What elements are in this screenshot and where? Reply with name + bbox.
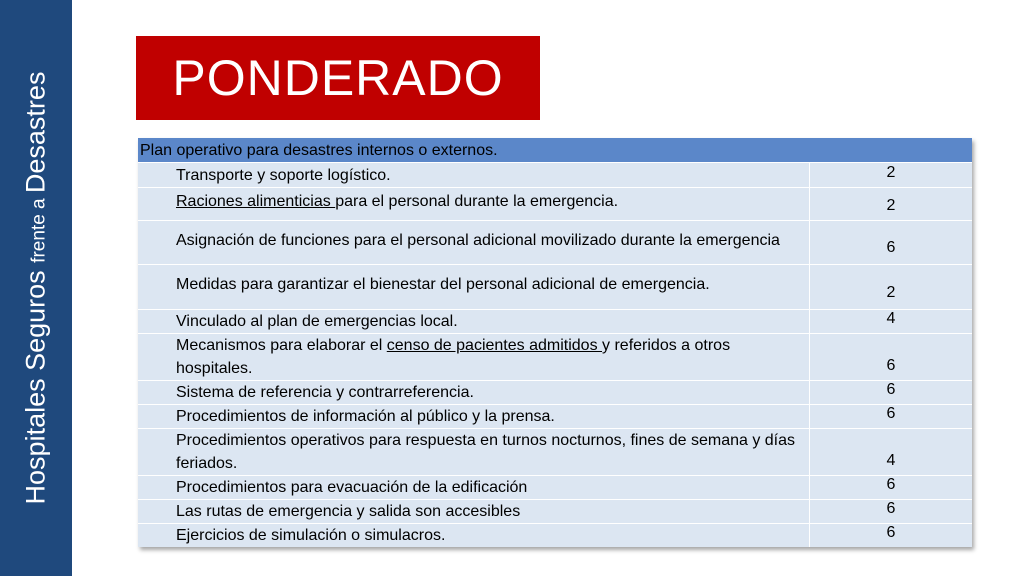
table-row xyxy=(138,404,972,428)
row-value-text: 6 xyxy=(886,476,896,493)
row-value xyxy=(810,188,972,220)
row-text: Medidas para garantizar el bienestar del personal adicional de emergencia. xyxy=(138,265,810,309)
row-value-text: 6 xyxy=(886,239,896,256)
row-value xyxy=(810,163,972,187)
table-row xyxy=(138,475,972,499)
sidebar xyxy=(0,0,72,576)
table-row xyxy=(138,523,972,547)
row-value-text: 6 xyxy=(886,500,896,517)
page-title: PONDERADO xyxy=(172,50,504,106)
row-text xyxy=(138,188,810,220)
table-row xyxy=(138,162,972,187)
row-value-text: 6 xyxy=(886,405,896,422)
row-text-rest: para el personal durante la emergencia. xyxy=(335,193,619,210)
table-row xyxy=(138,333,972,380)
row-value-text: 6 xyxy=(886,524,896,541)
row-text: Ejercicios de simulación o simulacros. xyxy=(138,524,810,547)
table-row xyxy=(138,264,972,309)
row-text-pre: Mecanismos para elaborar el xyxy=(176,337,387,354)
row-value xyxy=(810,310,972,333)
title-banner xyxy=(136,36,540,120)
row-text: Procedimientos operativos para respuesta en turnos nocturnos, fines de semana y días feriados. xyxy=(138,429,810,475)
row-text: Transporte y soporte logístico. xyxy=(138,163,810,187)
row-value-text: 4 xyxy=(886,452,896,469)
sidebar-title-part3: Desastres xyxy=(20,71,51,194)
row-text-underlined: censo de pacientes admitidos xyxy=(386,337,603,354)
row-value xyxy=(810,476,972,499)
table-row xyxy=(138,380,972,404)
row-value-text: 4 xyxy=(886,310,896,327)
table-row xyxy=(138,499,972,523)
row-value-text: 2 xyxy=(886,164,896,181)
row-value xyxy=(810,381,972,404)
row-value xyxy=(810,524,972,547)
table-row xyxy=(138,309,972,333)
row-text: Asignación de funciones para el personal adicional movilizado durante la emergencia xyxy=(138,221,810,264)
row-value xyxy=(810,334,972,380)
table-row xyxy=(138,220,972,264)
table-row xyxy=(138,428,972,475)
row-text: Las rutas de emergencia y salida son accesibles xyxy=(138,500,810,523)
row-text: Sistema de referencia y contrarreferencia. xyxy=(138,381,810,404)
row-text: Procedimientos para evacuación de la edificación xyxy=(138,476,810,499)
table-row xyxy=(138,187,972,220)
row-value-text: 6 xyxy=(886,381,896,398)
row-text: Vinculado al plan de emergencias local. xyxy=(138,310,810,333)
row-value-text: 2 xyxy=(886,197,896,214)
sidebar-title-part1: Hospitales Seguros xyxy=(20,262,51,505)
row-value xyxy=(810,221,972,264)
criteria-table xyxy=(138,138,972,547)
row-value xyxy=(810,405,972,428)
row-value-text: 6 xyxy=(886,357,896,374)
row-value xyxy=(810,500,972,523)
table-header: Plan operativo para desastres internos o externos. xyxy=(138,138,972,162)
row-text xyxy=(138,334,810,380)
sidebar-title-part2: frente a xyxy=(28,193,50,263)
row-value xyxy=(810,429,972,475)
row-text-post: y referidos a otros hospitales. xyxy=(176,337,731,377)
row-text: Procedimientos de información al público y la prensa. xyxy=(138,405,810,428)
row-value xyxy=(810,265,972,309)
row-value-text: 2 xyxy=(886,284,896,301)
sidebar-title xyxy=(20,71,51,505)
row-text-underlined: Raciones alimenticias xyxy=(176,193,336,210)
